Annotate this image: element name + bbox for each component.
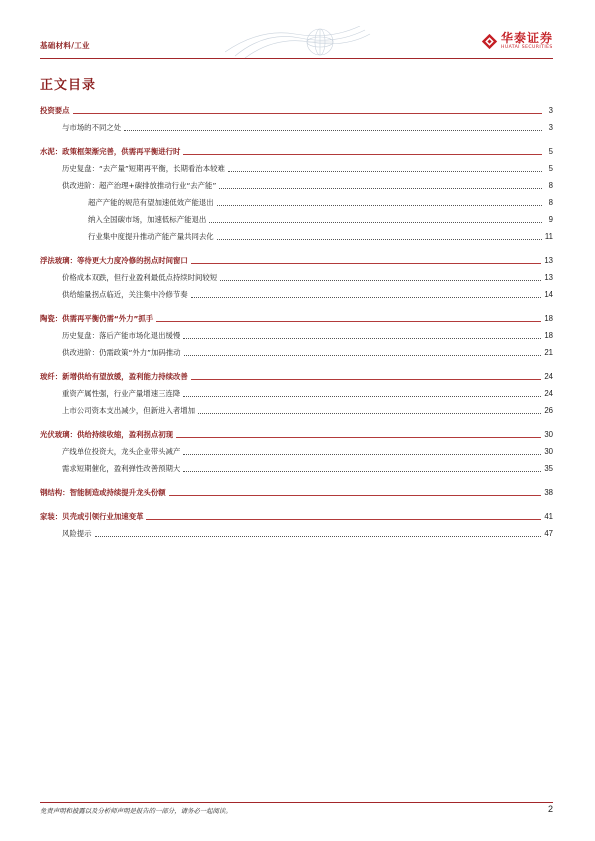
toc-entry-level-2[interactable] [40, 464, 553, 474]
toc-leader-dots [198, 413, 541, 414]
toc-entry-label: 供改进阶：超产治理+碳排放推动行业“去产能” [62, 181, 217, 190]
toc-entry-label: 浮法玻璃：等待更大力度冷修的拐点时间窗口 [40, 256, 188, 265]
toc-entry-page: 11 [544, 232, 553, 241]
page-title: 正文目录 [40, 78, 97, 93]
toc-entry-page: 5 [548, 164, 553, 173]
toc-leader-dots [209, 222, 542, 223]
huatai-logo [481, 32, 553, 51]
toc-entry-label: 钢结构：智能制造或持续提升龙头份额 [40, 488, 166, 497]
toc-entry-page: 9 [548, 215, 553, 224]
toc-entry-level-2[interactable] [40, 529, 553, 539]
toc-entry-page: 24 [544, 389, 553, 398]
toc-entry-label: 家装：贝壳或引领行业加速变革 [40, 512, 144, 521]
toc-entry-label: 需求短期催化，盈利弹性改善预期大 [62, 464, 181, 473]
toc-leader-dots [176, 437, 541, 438]
toc-entry-label: 历史复盘：落后产能市场化退出缓慢 [62, 331, 181, 340]
toc-entry-level-3[interactable] [40, 232, 553, 242]
toc-entry-level-1[interactable] [40, 512, 553, 522]
toc-entry-label: 陶瓷：供需再平衡仍需“外力”抓手 [40, 314, 154, 323]
toc-entry-page: 8 [548, 181, 553, 190]
toc-entry-label: 玻纤：新增供给有望放缓，盈利能力持续改善 [40, 372, 188, 381]
toc-entry-label: 产线单位投资大，龙头企业带头减产 [62, 447, 181, 456]
toc-entry-level-1[interactable] [40, 314, 553, 324]
toc-entry-level-3[interactable] [40, 198, 553, 208]
page-number: 2 [547, 804, 553, 814]
toc-leader-dots [217, 239, 542, 240]
toc-entry-page: 3 [548, 123, 553, 132]
toc-entry-page: 13 [544, 256, 553, 265]
huatai-logo-icon [481, 33, 498, 50]
toc-entry-label: 风险提示 [62, 529, 92, 538]
toc-leader-dots [146, 519, 541, 520]
toc-entry-label: 行业集中度提升推动产能产量共同去化 [88, 232, 214, 241]
toc-entry-level-2[interactable] [40, 123, 553, 133]
toc-entry-page: 30 [544, 447, 553, 456]
toc-entry-level-2[interactable] [40, 348, 553, 358]
toc-entry-label: 超产产能的规范有望加速低效产能退出 [88, 198, 214, 207]
toc-entry-level-1[interactable] [40, 430, 553, 440]
toc-entry-label: 投资要点 [40, 106, 70, 115]
toc-leader-dots [184, 355, 542, 356]
header-decoration-graphic [225, 26, 375, 60]
toc-leader-dots [183, 338, 541, 339]
toc-leader-dots [156, 321, 541, 322]
toc-entry-label: 供改进阶：仍需政策“外力”加码推动 [62, 348, 181, 357]
toc-entry-page: 5 [548, 147, 553, 156]
toc-entry-page: 8 [548, 198, 553, 207]
toc-entry-label: 与市场的不同之处 [62, 123, 122, 132]
page-header [40, 30, 553, 58]
toc-entry-page: 18 [544, 331, 553, 340]
toc-entry-label: 水泥：政策框架渐完善，供需再平衡进行时 [40, 147, 181, 156]
toc-entry-page: 41 [544, 512, 553, 521]
toc-entry-label: 重资产属性强，行业产量增速三连降 [62, 389, 181, 398]
logo-chinese-name: 华泰证券 [500, 31, 553, 45]
toc-entry-level-1[interactable] [40, 256, 553, 266]
table-of-contents [40, 106, 553, 539]
toc-entry-page: 24 [544, 372, 553, 381]
toc-entry-level-2[interactable] [40, 164, 553, 174]
toc-leader-dots [124, 130, 542, 131]
toc-entry-label: 上市公司资本支出减少，但新进入者增加 [62, 406, 196, 415]
toc-entry-page: 13 [544, 273, 553, 282]
footer-disclaimer: 免责声明和披露以及分析师声明是报告的一部分，请务必一起阅读。 [40, 807, 232, 815]
header-divider [40, 58, 553, 59]
toc-entry-level-3[interactable] [40, 215, 553, 225]
toc-leader-dots [191, 263, 541, 264]
toc-entry-label: 价格成本双跌，但行业盈利最低点持续时间较短 [62, 273, 218, 282]
toc-entry-level-2[interactable] [40, 290, 553, 300]
toc-entry-label: 供给缩量拐点临近，关注集中冷修节奏 [62, 290, 188, 299]
toc-entry-page: 18 [544, 314, 553, 323]
toc-leader-dots [169, 495, 542, 496]
toc-leader-dots [73, 113, 542, 114]
toc-entry-level-2[interactable] [40, 331, 553, 341]
toc-entry-page: 14 [544, 290, 553, 299]
toc-entry-level-2[interactable] [40, 181, 553, 191]
toc-entry-level-1[interactable] [40, 147, 553, 157]
toc-leader-dots [183, 396, 541, 397]
toc-entry-level-2[interactable] [40, 447, 553, 457]
toc-leader-dots [183, 154, 542, 155]
toc-entry-page: 26 [544, 406, 553, 415]
toc-leader-dots [183, 454, 541, 455]
toc-entry-label: 纳入全国碳市场，加速低标产能退出 [88, 215, 207, 224]
toc-entry-page: 35 [544, 464, 553, 473]
toc-leader-dots [228, 171, 542, 172]
toc-entry-level-1[interactable] [40, 372, 553, 382]
toc-entry-page: 3 [548, 106, 553, 115]
toc-entry-level-1[interactable] [40, 488, 553, 498]
footer-divider [40, 802, 553, 803]
toc-leader-dots [220, 280, 541, 281]
toc-entry-page: 38 [544, 488, 553, 497]
toc-entry-page: 30 [544, 430, 553, 439]
logo-english-name: HUATAI SECURITIES [500, 45, 553, 50]
toc-entry-label: 光伏玻璃：供给持续收缩，盈利拐点初现 [40, 430, 174, 439]
toc-leader-dots [183, 471, 541, 472]
toc-entry-label: 历史复盘：“去产量”短期再平衡，长期看治本较难 [62, 164, 225, 173]
toc-entry-level-2[interactable] [40, 273, 553, 283]
toc-entry-level-2[interactable] [40, 406, 553, 416]
toc-entry-level-1[interactable] [40, 106, 553, 116]
toc-leader-dots [217, 205, 542, 206]
report-category: 基础材料/工业 [40, 41, 90, 50]
toc-leader-dots [191, 379, 541, 380]
toc-leader-dots [191, 297, 542, 298]
toc-leader-dots [219, 188, 542, 189]
toc-entry-level-2[interactable] [40, 389, 553, 399]
toc-entry-page: 47 [544, 529, 553, 538]
toc-leader-dots [95, 536, 542, 537]
toc-entry-page: 21 [544, 348, 553, 357]
